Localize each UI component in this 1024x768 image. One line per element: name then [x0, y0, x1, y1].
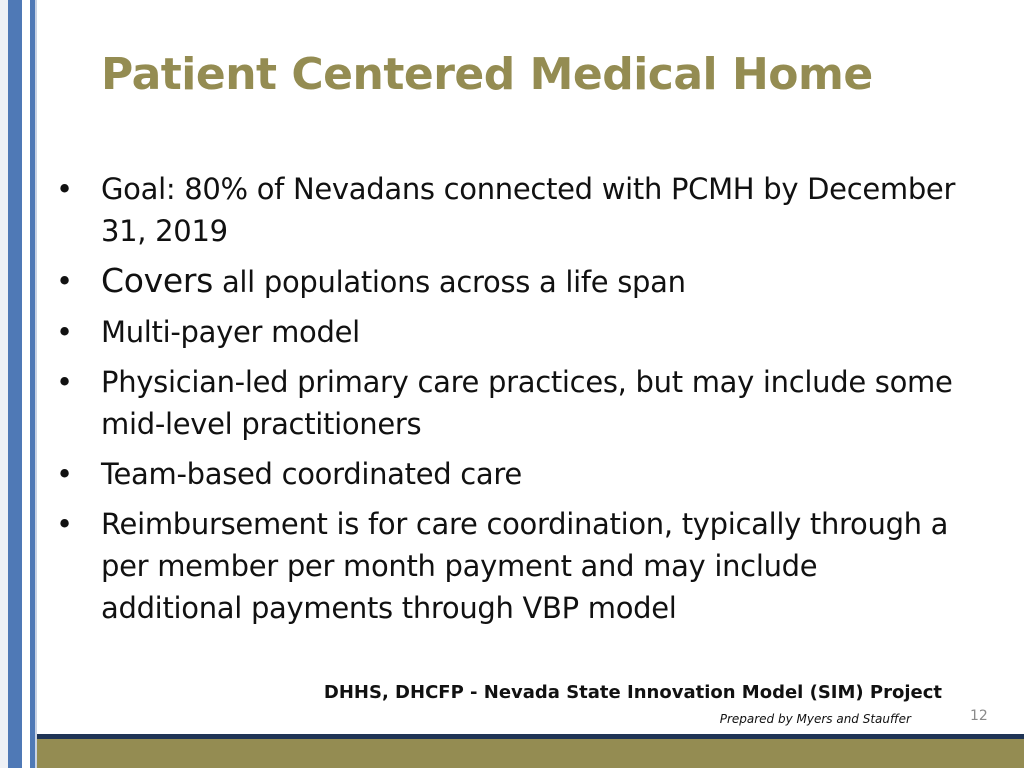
bullet-dot-icon: • — [56, 264, 73, 298]
left-stripe-blue — [8, 0, 22, 768]
bottom-bar-olive — [37, 739, 1024, 768]
bullet-lead-text: Covers — [101, 261, 214, 300]
bullet-dot-icon: • — [56, 507, 73, 541]
bullet-dot-icon: • — [56, 315, 73, 349]
bullet-dot-icon: • — [56, 172, 73, 206]
bullet-item — [56, 453, 956, 495]
bullet-text: all populations across a life span — [213, 265, 686, 299]
bullet-item — [56, 168, 956, 252]
left-stripe-gap — [22, 0, 30, 768]
bullet-text: Multi-payer model — [101, 315, 360, 349]
bullet-text: Team-based coordinated care — [101, 457, 522, 491]
bullet-text: Reimbursement is for care coordination, typically through a per member per month payment and may include additional payments through VBP model — [101, 507, 949, 625]
slide-number: 12 — [970, 708, 988, 724]
bullet-dot-icon: • — [56, 365, 73, 399]
bullet-item — [56, 361, 956, 445]
bullet-item — [56, 260, 956, 303]
bullet-item — [56, 503, 956, 629]
left-stripe-outer — [0, 0, 8, 768]
bullet-text: Physician-led primary care practices, but may include some mid-level practitioners — [101, 365, 953, 441]
bullet-list — [56, 168, 956, 637]
slide-title: Patient Centered Medical Home — [101, 49, 873, 100]
bullet-item — [56, 311, 956, 353]
bullet-text: Goal: 80% of Nevadans connected with PCMH by December 31, 2019 — [101, 172, 956, 248]
left-stripe-edge — [35, 0, 37, 768]
footer-prepared-by: Prepared by Myers and Stauffer — [719, 712, 911, 726]
bullet-dot-icon: • — [56, 457, 73, 491]
footer-project-name: DHHS, DHCFP - Nevada State Innovation Model (SIM) Project — [323, 682, 942, 703]
